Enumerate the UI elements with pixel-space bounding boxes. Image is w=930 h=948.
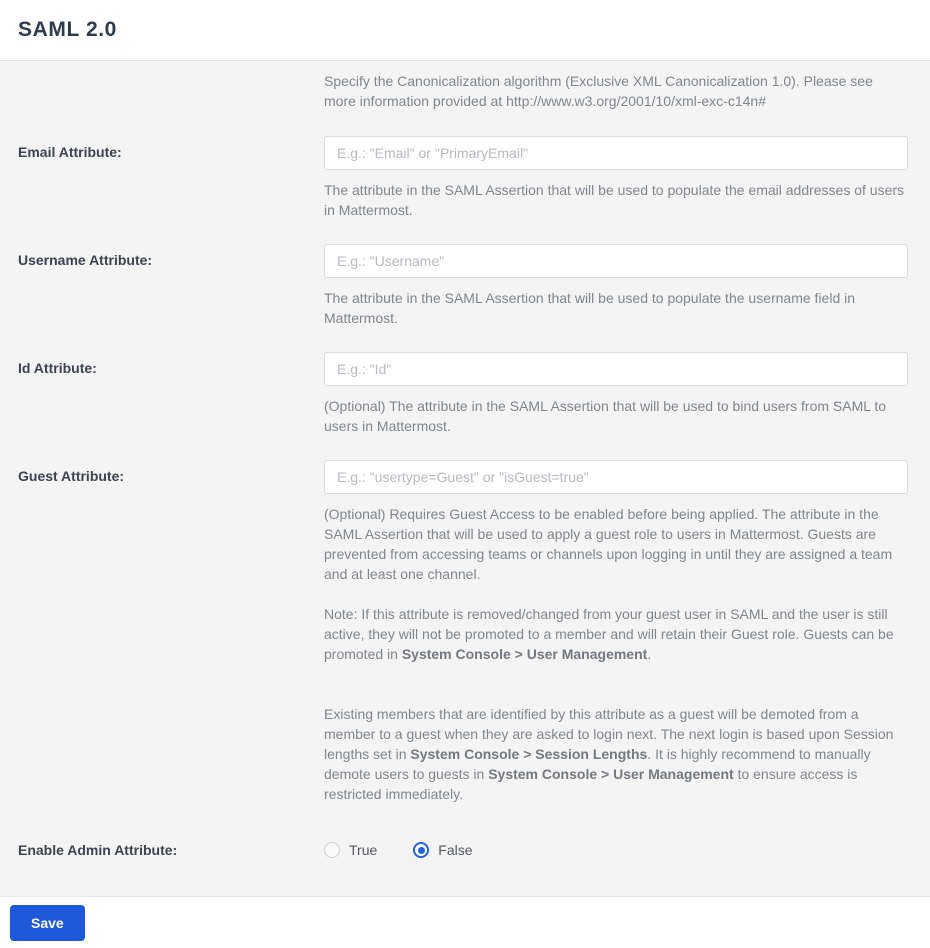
username-attribute-input[interactable] [324,244,908,278]
guest-note-text: Note: If this attribute is removed/changed from your guest user in SAML and the user is still active, they will not be promoted to a member and will retain their Guest role. Guests can be promoted in [324,606,894,662]
guest-attribute-note [324,604,908,664]
username-attribute-row [18,244,908,328]
page-header [0,0,930,61]
demote-note-end-text: to ensure access is restricted immediately. [324,766,858,802]
demote-note-bold-session-lengths: System Console > Session Lengths [410,746,648,762]
save-bar [0,896,930,948]
guest-attribute-help: (Optional) Requires Guest Access to be enabled before being applied. The attribute in the SAML Assertion that will be used to apply a guest role to users in Mattermost. Guests are prevented from accessing teams or channels upon logging in until they are assigned a team and at least one channel. [324,506,893,582]
admin-attribute-true-radio[interactable] [324,842,377,858]
enable-admin-attribute-label: Enable Admin Attribute: [18,842,178,858]
guest-attribute-row [18,460,908,804]
canonicalization-label-spacer [18,71,324,136]
demote-note-mid-text: . It is highly recommend to manually demote users to guests in [324,746,871,782]
guest-note-bold-path: System Console > User Management [401,646,648,662]
email-attribute-label: Email Attribute: [18,144,122,160]
demote-note-text: Existing members that are identified by this attribute as a guest will be demoted from a member to a guest when they are asked to login next. The next login is based upon Session lengths set in [324,706,894,762]
email-attribute-input[interactable] [324,136,908,170]
guest-note-period: . [647,646,652,662]
save-button[interactable]: Save [10,905,85,941]
saml-settings-form [0,61,930,930]
guest-attribute-demote-note [324,704,908,804]
username-attribute-label: Username Attribute: [18,252,153,268]
canonicalization-help-row [18,71,908,136]
guest-attribute-label: Guest Attribute: [18,468,125,484]
radio-selected-icon [413,842,429,858]
demote-note-bold-user-management: System Console > User Management [488,766,734,782]
radio-unselected-icon [324,842,340,858]
id-attribute-input[interactable] [324,352,908,386]
id-attribute-label: Id Attribute: [18,360,97,376]
id-attribute-help: (Optional) The attribute in the SAML Assertion that will be used to bind users from SAML to users in Mattermost. [324,398,887,434]
email-attribute-row [18,136,908,220]
admin-attribute-false-label: False [438,842,473,858]
admin-attribute-false-radio[interactable] [413,842,472,858]
username-attribute-help: The attribute in the SAML Assertion that will be used to populate the username field in Mattermost. [324,290,856,326]
canonicalization-help-text: Specify the Canonicalization algorithm (Exclusive XML Canonicalization 1.0). Please see more information provided at http://www.w3.org/2001/10/xml-exc-c14n# [324,73,873,109]
email-attribute-help: The attribute in the SAML Assertion that will be used to populate the email addresses of users in Mattermost. [324,182,905,218]
page-title: SAML 2.0 [18,18,117,41]
enable-admin-attribute-row [18,834,908,858]
guest-attribute-input[interactable] [324,460,908,494]
id-attribute-row [18,352,908,436]
admin-attribute-true-label: True [349,842,378,858]
enable-admin-attribute-radio-group [324,834,908,858]
